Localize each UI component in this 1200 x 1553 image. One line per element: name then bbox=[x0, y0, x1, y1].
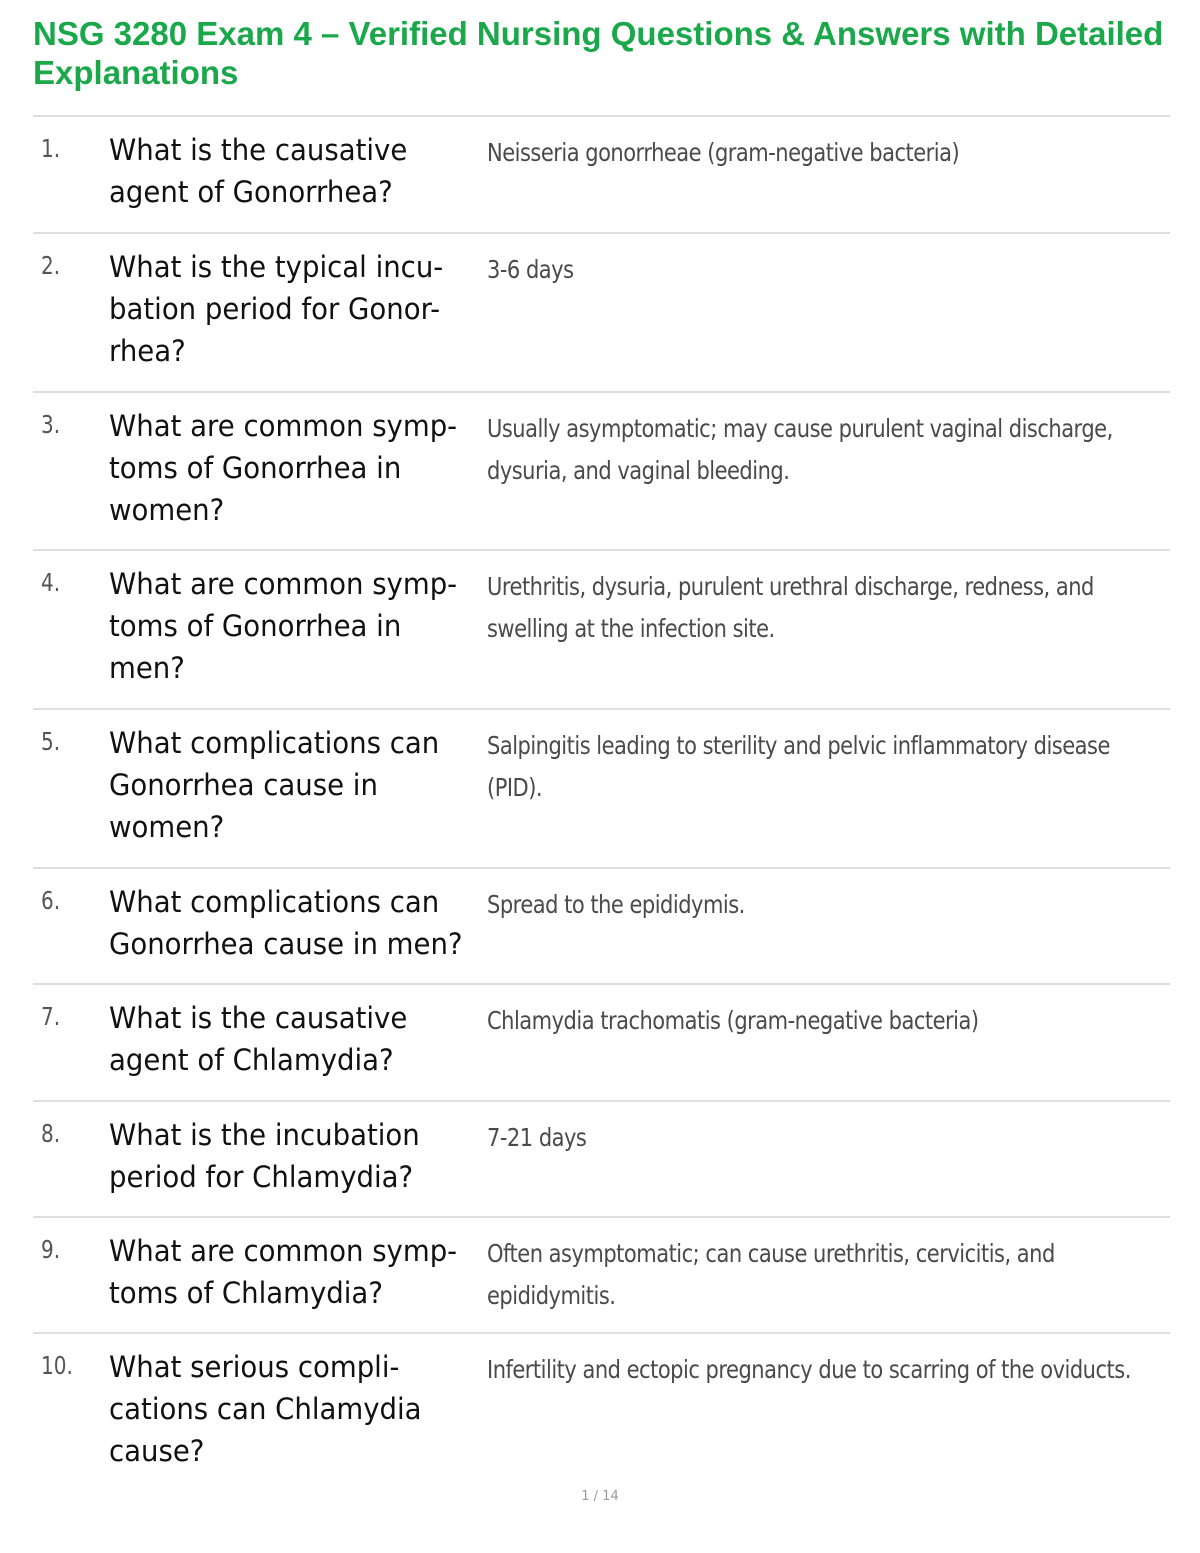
question-number: 10. bbox=[41, 1351, 73, 1380]
question-text: What are common symp-toms of Gonorrhea in women? bbox=[109, 409, 458, 527]
question-text: What are common symp-toms of Chlamydia? bbox=[109, 1234, 458, 1310]
question-text: What is the causative agent of Gonorrhea? bbox=[109, 133, 408, 209]
qa-row-5 bbox=[33, 708, 1170, 867]
question-number: 1. bbox=[41, 134, 61, 163]
question-text: What complications can Gonorrhea cause in men? bbox=[109, 885, 463, 961]
question-number: 4. bbox=[41, 568, 61, 597]
question-text: What complications can Gonorrhea cause in women? bbox=[109, 726, 440, 844]
question-text: What is the incubation period for Chlamydia? bbox=[109, 1118, 420, 1194]
answer-text: Often asymptomatic; can cause urethritis, cervicitis, and epididymitis. bbox=[487, 1239, 1055, 1310]
question-text: What are common symp-toms of Gonorrhea in men? bbox=[109, 567, 458, 685]
qa-row-2 bbox=[33, 232, 1170, 391]
qa-row-4 bbox=[33, 549, 1170, 708]
answer-text: Infertility and ectopic pregnancy due to scarring of the oviducts. bbox=[487, 1355, 1131, 1384]
document-title: NSG 3280 Exam 4 – Verified Nursing Questions & Answers with Detailed Explanations bbox=[33, 15, 1164, 91]
qa-row-9 bbox=[33, 1216, 1170, 1332]
answer-text: 3-6 days bbox=[487, 255, 574, 284]
question-number: 7. bbox=[41, 1002, 61, 1031]
page-number: 1 / 14 bbox=[581, 1489, 619, 1504]
question-text: What is the causative agent of Chlamydia? bbox=[109, 1001, 408, 1077]
answer-text: Spread to the epididymis. bbox=[487, 890, 745, 919]
qa-row-8 bbox=[33, 1100, 1170, 1216]
question-text: What serious compli-cations can Chlamydia cause? bbox=[109, 1350, 422, 1468]
question-number: 2. bbox=[41, 251, 61, 280]
answer-text: Neisseria gonorrheae (gram-negative bacteria) bbox=[487, 138, 960, 167]
answer-text: Chlamydia trachomatis (gram-negative bacteria) bbox=[487, 1006, 979, 1035]
answer-text: Urethritis, dysuria, purulent urethral discharge, redness, and swelling at the infection site. bbox=[487, 572, 1094, 643]
question-number: 3. bbox=[41, 410, 61, 439]
question-number: 9. bbox=[41, 1235, 61, 1264]
answer-text: 7-21 days bbox=[487, 1123, 587, 1152]
answer-text: Usually asymptomatic; may cause purulent vaginal discharge, dysuria, and vaginal bleeding. bbox=[487, 414, 1113, 485]
qa-row-7 bbox=[33, 983, 1170, 1100]
qa-row-1 bbox=[33, 115, 1170, 232]
qa-row-10 bbox=[33, 1332, 1170, 1482]
qa-row-6 bbox=[33, 867, 1170, 983]
qa-row-3 bbox=[33, 391, 1170, 549]
answer-text: Salpingitis leading to sterility and pelvic inflammatory disease (PID). bbox=[487, 731, 1110, 802]
question-number: 5. bbox=[41, 727, 61, 756]
qa-list bbox=[33, 115, 1170, 1482]
question-text: What is the typical incu-bation period for Gonor-rhea? bbox=[109, 250, 444, 368]
question-number: 6. bbox=[41, 886, 61, 915]
question-number: 8. bbox=[41, 1119, 61, 1148]
